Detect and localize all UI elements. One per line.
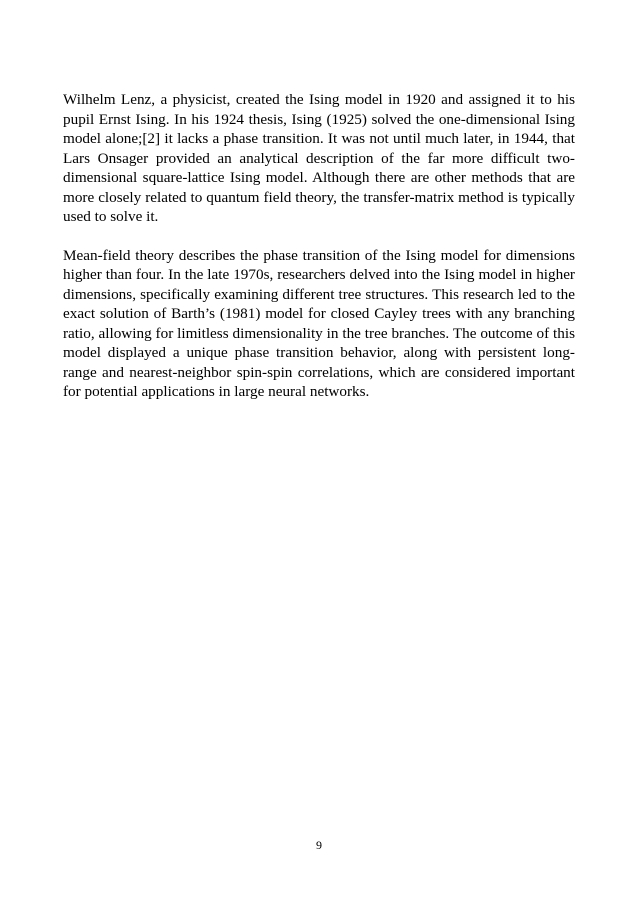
body-text xyxy=(63,90,575,402)
page-number: 9 xyxy=(316,838,322,852)
paragraph-ising-history: Wilhelm Lenz, a physicist, created the Ising model in 1920 and assigned it to his pupil Ernst Ising. In his 1924 thesis, Ising (1925) solved the one-dimensional Ising model alone;[2] it lacks a phase transition. It was not until much later, in 1944, that Lars Onsager provided an analytical description of the far more difficult two-dimensional square-lattice Ising model. Although there are other methods that are more closely related to quantum field theory, the transfer-matrix method is typically used to solve it. xyxy=(63,91,575,225)
paragraph-mean-field: Mean-field theory describes the phase transition of the Ising model for dimensions higher than four. In the late 1970s, researchers delved into the Ising model in higher dimensions, specifically examining different tree structures. This research led to the exact solution of Barth’s (1981) model for closed Cayley trees with any branching ratio, allowing for limitless dimensionality in the tree branches. The outcome of this model displayed a unique phase transition behavior, along with persistent long-range and nearest-neighbor spin-spin correlations, which are considered important for potential applications in large neural networks. xyxy=(63,246,575,400)
